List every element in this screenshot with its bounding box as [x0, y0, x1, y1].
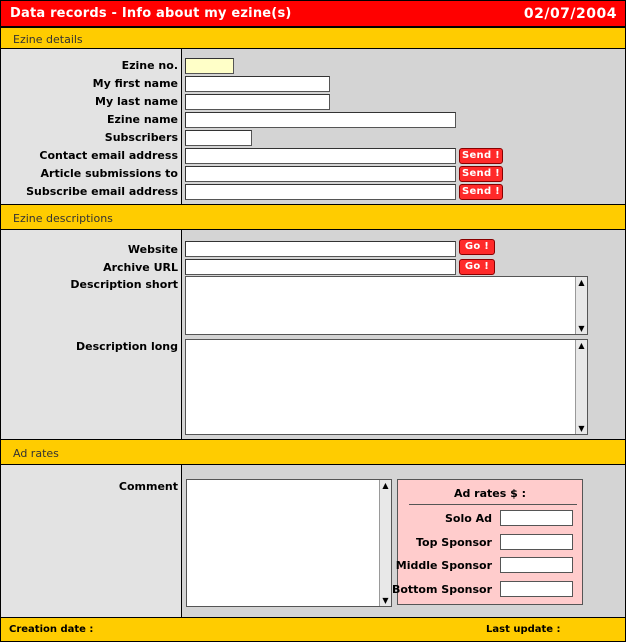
- last-update-label: Last update :: [486, 624, 561, 635]
- website-label: Website: [127, 243, 178, 256]
- middle-sponsor-input[interactable]: [500, 557, 573, 573]
- description-long-textarea[interactable]: [185, 339, 588, 435]
- first-name-input[interactable]: [185, 76, 330, 92]
- title-bar: [1, 1, 625, 27]
- subscribers-label: Subscribers: [104, 131, 178, 144]
- description-short-textarea[interactable]: [185, 276, 588, 335]
- ad-rates-title: Ad rates $ :: [453, 487, 527, 500]
- comment-textarea[interactable]: [186, 479, 392, 607]
- article-submissions-label: Article submissions to: [40, 167, 178, 180]
- scroll-up-arrow-icon[interactable]: ▲: [382, 481, 389, 490]
- section-title: Ad rates: [13, 447, 59, 460]
- description-long-label: Description long: [75, 340, 178, 353]
- scroll-down-arrow-icon[interactable]: ▼: [382, 596, 389, 605]
- website-input[interactable]: [185, 241, 456, 257]
- header-date: 02/07/2004: [523, 6, 617, 22]
- scroll-down-arrow-icon[interactable]: ▼: [578, 424, 585, 433]
- scrollbar[interactable]: [379, 480, 391, 606]
- send-article-submissions-button[interactable]: Send !: [459, 166, 503, 182]
- bottom-sponsor-label: Bottom Sponsor: [391, 583, 492, 596]
- contact-email-input[interactable]: [185, 148, 456, 164]
- footer-bar: [1, 617, 625, 641]
- subscribe-email-input[interactable]: [185, 184, 456, 200]
- details-label-column: [1, 49, 182, 204]
- description-short-label: Description short: [70, 278, 178, 291]
- solo-ad-input[interactable]: [500, 510, 573, 526]
- divider: [409, 504, 577, 505]
- section-ezine-descriptions: [1, 204, 625, 230]
- solo-ad-label: Solo Ad: [444, 512, 492, 525]
- scrollbar[interactable]: [575, 340, 587, 434]
- ezine-name-label: Ezine name: [107, 113, 178, 126]
- article-submissions-input[interactable]: [185, 166, 456, 182]
- comment-label: Comment: [118, 480, 178, 493]
- page-title: Data records - Info about my ezine(s): [10, 6, 292, 21]
- ezine-name-input[interactable]: [185, 112, 456, 128]
- send-subscribe-email-button[interactable]: Send !: [459, 184, 503, 200]
- subscribers-input[interactable]: [185, 130, 252, 146]
- creation-date-label: Creation date :: [9, 624, 94, 635]
- scroll-up-arrow-icon[interactable]: ▲: [578, 341, 585, 350]
- scroll-up-arrow-icon[interactable]: ▲: [578, 278, 585, 287]
- last-name-label: My last name: [95, 95, 178, 108]
- go-archive-url-button[interactable]: Go !: [459, 259, 495, 275]
- middle-sponsor-label: Middle Sponsor: [395, 559, 492, 572]
- ad-rates-panel: [391, 479, 583, 605]
- section-title: Ezine details: [13, 33, 83, 46]
- ezine-no-label: Ezine no.: [121, 59, 178, 72]
- ezine-no-input[interactable]: [185, 58, 234, 74]
- top-sponsor-label: Top Sponsor: [415, 536, 492, 549]
- section-ad-rates: [1, 439, 625, 465]
- go-website-button[interactable]: Go !: [459, 239, 495, 255]
- subscribe-email-label: Subscribe email address: [26, 185, 178, 198]
- bottom-sponsor-input[interactable]: [500, 581, 573, 597]
- archive-url-label: Archive URL: [103, 261, 178, 274]
- first-name-label: My first name: [92, 77, 178, 90]
- scrollbar[interactable]: [575, 277, 587, 334]
- contact-email-label: Contact email address: [39, 149, 178, 162]
- top-sponsor-input[interactable]: [500, 534, 573, 550]
- send-contact-email-button[interactable]: Send !: [459, 148, 503, 164]
- archive-url-input[interactable]: [185, 259, 456, 275]
- scroll-down-arrow-icon[interactable]: ▼: [578, 324, 585, 333]
- section-ezine-details: [1, 27, 625, 49]
- last-name-input[interactable]: [185, 94, 330, 110]
- section-title: Ezine descriptions: [13, 212, 113, 225]
